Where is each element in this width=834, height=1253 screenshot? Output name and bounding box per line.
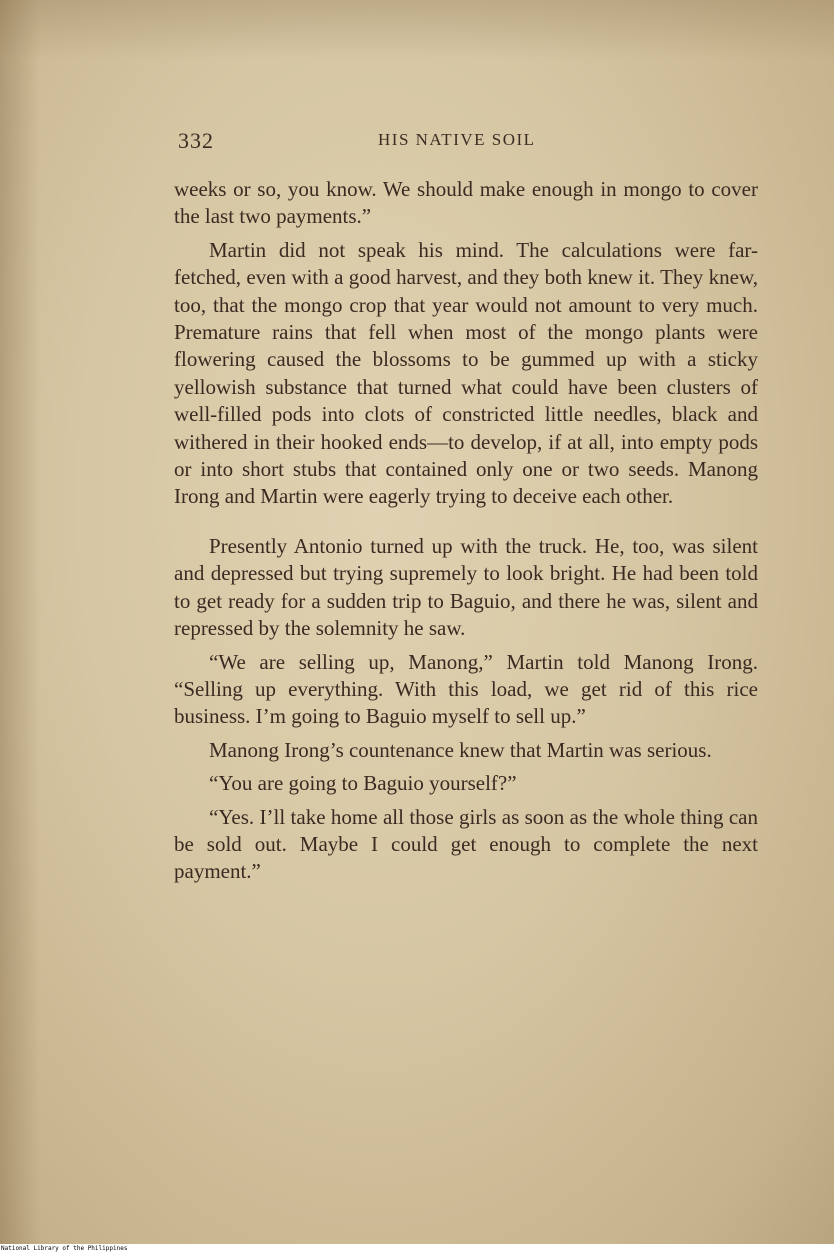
running-head: HIS NATIVE SOIL — [378, 130, 536, 149]
paragraph: Manong Irong’s countenance knew that Martin was serious. — [209, 737, 712, 762]
paragraph: “We are selling up, Manong,” Martin told Manong Irong. “Selling up everything. With this load, we get rid of this rice business. I’m going to Baguio myself to sell up.” — [174, 649, 758, 729]
paragraph: Martin did not speak his mind. The calculations were far-fetched, even with a good harvest, and they both knew it. They knew, too, that the mongo crop that year would not amount to very much. Premature rains that fell when most of the mongo plants were flowering caused the blossoms to be gummed up with a sticky yellowish substance that turned what could have been clusters of well-filled pods into clots of constricted little needles, black and withered in their hooked ends—to develop, if at all, into empty pods or into short stubs that contained only one or two seeds. Manong Irong and Martin were eagerly trying to deceive each other. — [174, 237, 758, 509]
page-number: 332 — [178, 128, 214, 153]
body-text — [174, 176, 758, 886]
scan-footer — [0, 1244, 834, 1253]
paragraph: “You are going to Baguio yourself?” — [209, 771, 517, 796]
page-shadow-top — [0, 0, 834, 60]
library-credit: National Library of the Philippines — [1, 1245, 128, 1252]
paragraph: “Yes. I’ll take home all those girls as soon as the whole thing can be sold out. Maybe I could get enough to complete the next payment.” — [174, 804, 758, 884]
paragraph: Presently Antonio turned up with the truck. He, too, was silent and depressed but trying supremely to look bright. He had been told to get ready for a sudden trip to Baguio, and there he was, silent and repressed by the solemnity he saw. — [174, 533, 758, 641]
page-shadow-left — [0, 0, 40, 1244]
paragraph-continued: weeks or so, you know. We should make enough in mongo to cover the last two payments.” — [174, 177, 758, 229]
page-header — [178, 128, 758, 158]
